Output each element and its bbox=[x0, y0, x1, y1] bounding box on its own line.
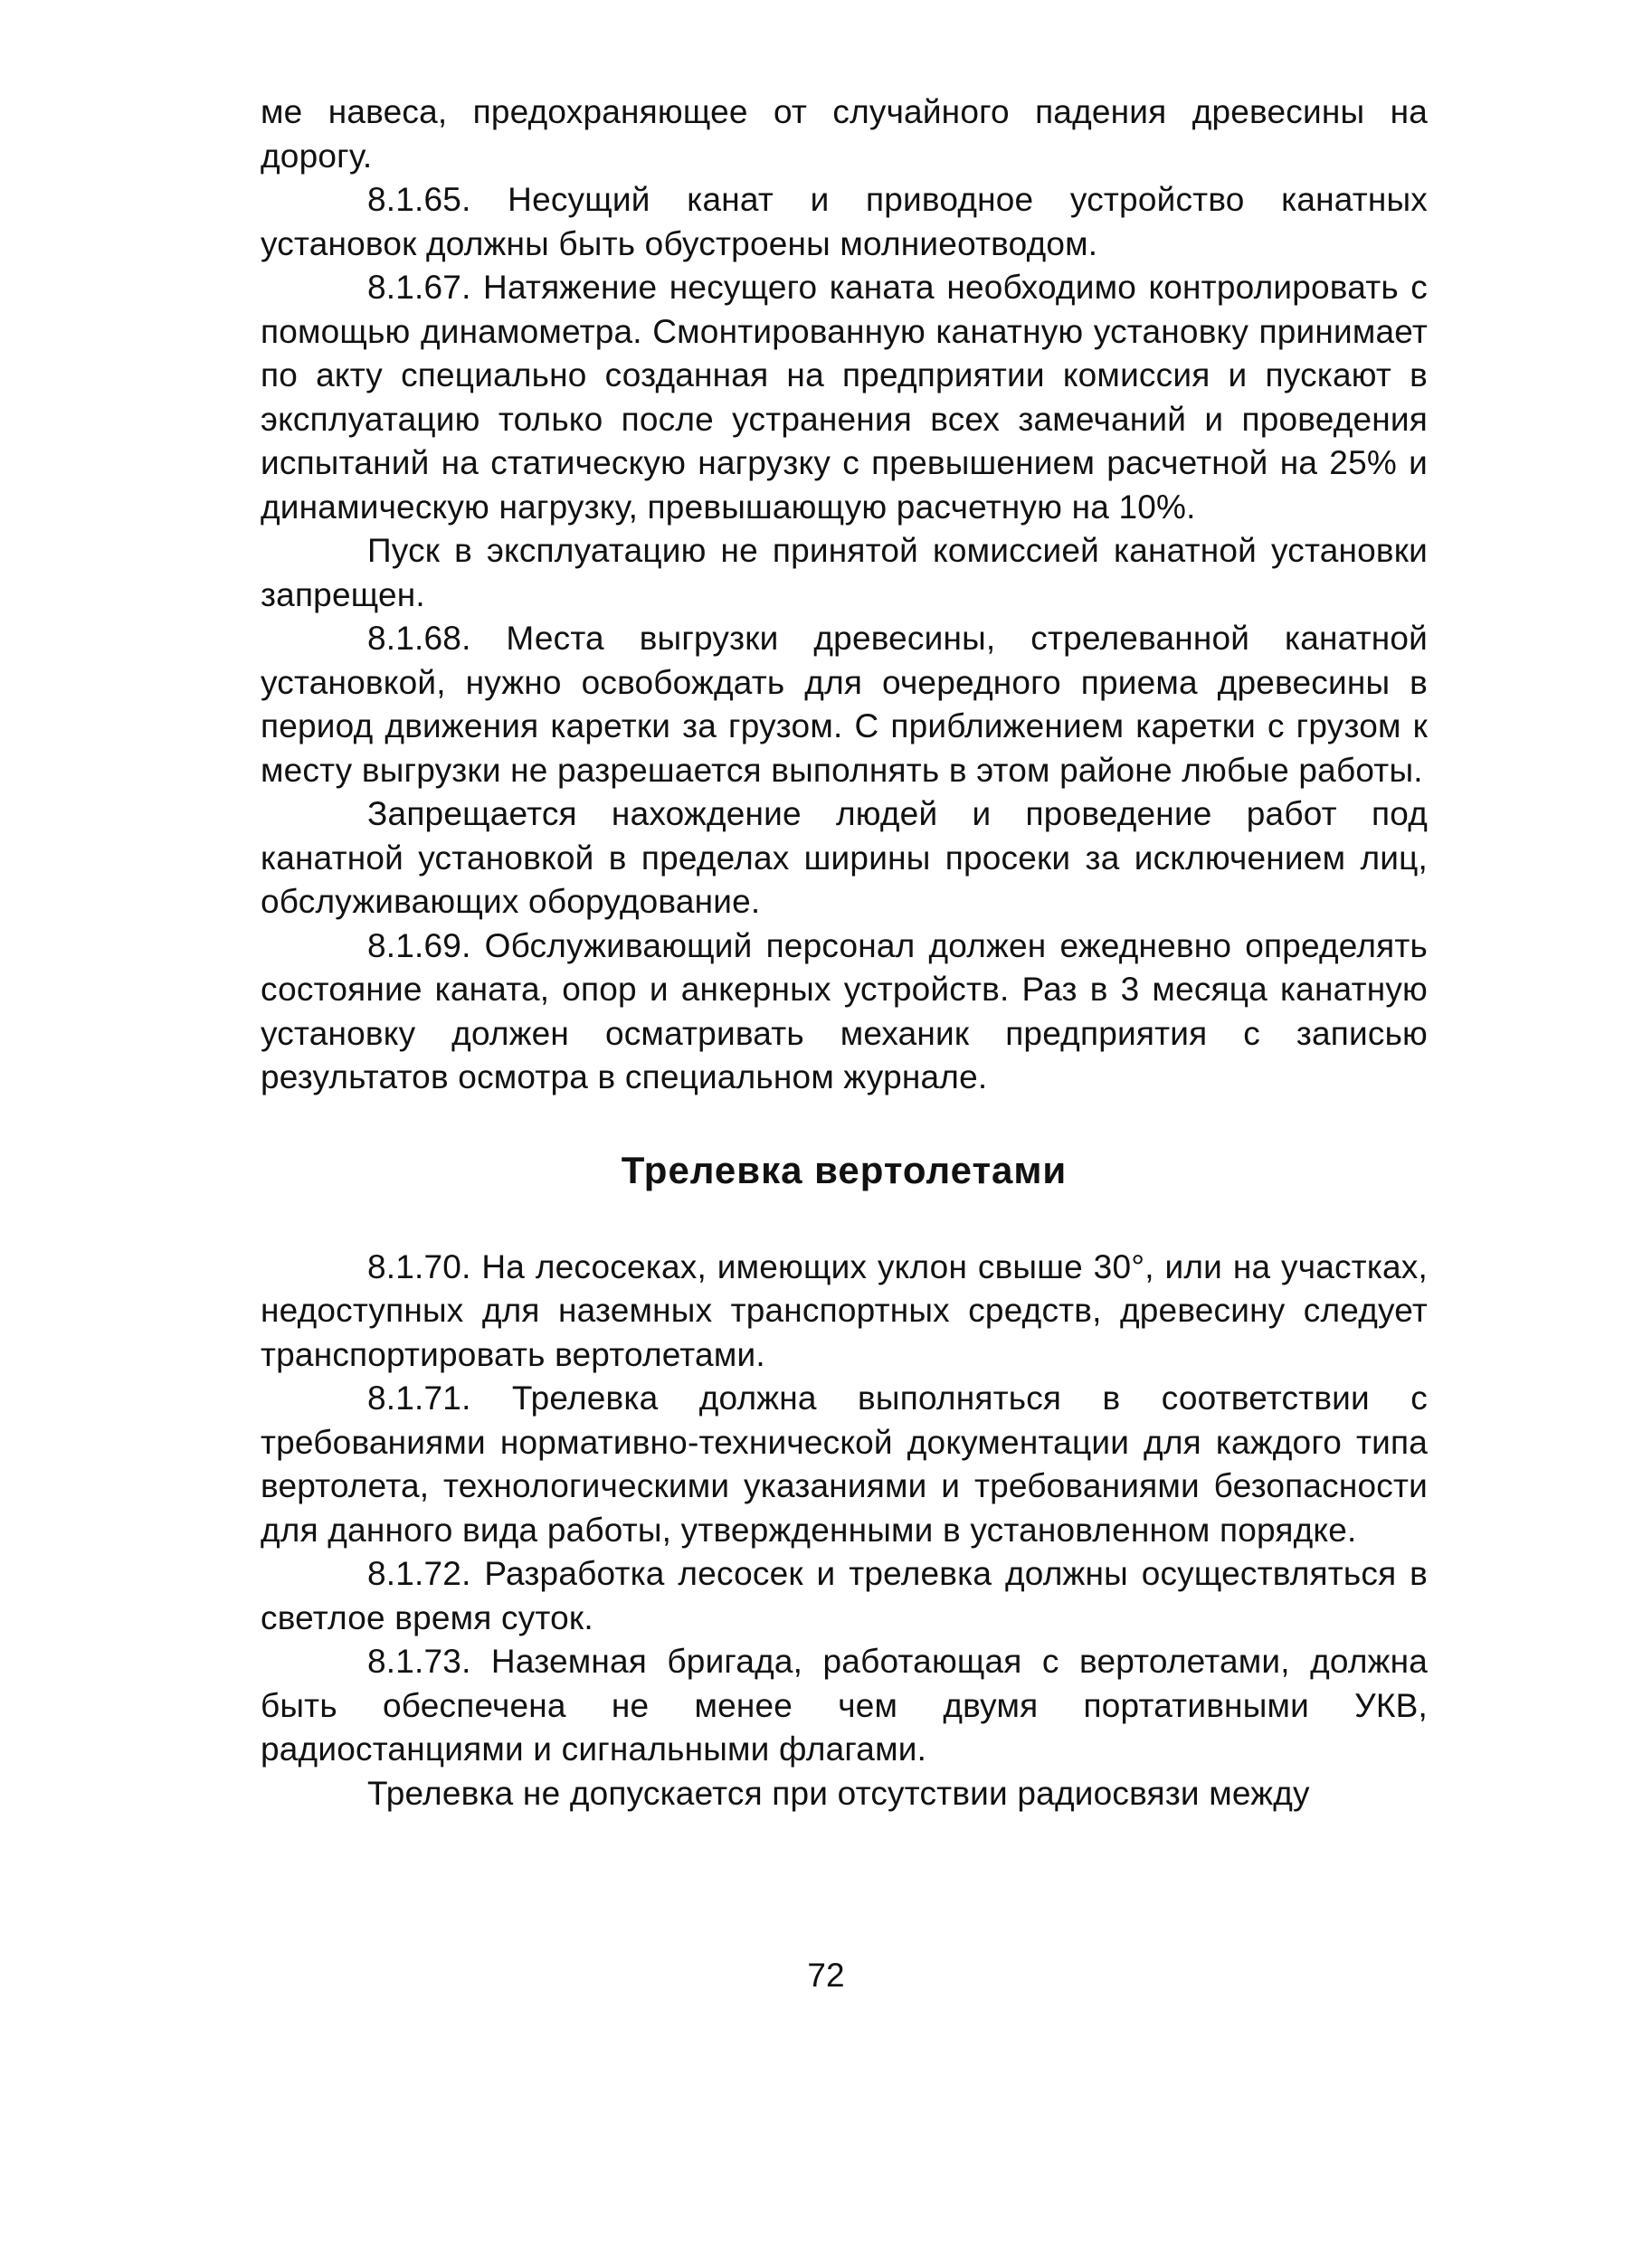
page-number: 72 bbox=[807, 1957, 845, 1994]
paragraph-continuation: ме навеса, предохраняющее от случайного падения древесины на дорогу. bbox=[261, 93, 1428, 175]
paragraph-8-1-73: 8.1.73. Наземная бригада, работающая с вертолетами, должна быть обеспечена не менее чем двумя портативными УКВ, радиостанциями и сигнальными флагами. bbox=[261, 1643, 1428, 1768]
paragraph-people-prohibition: Запрещается нахождение людей и проведение работ под канатной установкой в пределах ширины просеки за исключением лиц, обслуживающих оборудование. bbox=[261, 795, 1428, 920]
paragraph-8-1-65: 8.1.65. Несущий канат и приводное устройство канатных установок должны быть обустроены молниеотводом. bbox=[261, 181, 1428, 262]
paragraph-8-1-71: 8.1.71. Трелевка должна выполняться в соответствии с требованиями нормативно-технической документации для каждого типа вертолета, технологическими указаниями и требованиями безопасности для данного вида работы, утвержденными в установленном порядке. bbox=[261, 1379, 1428, 1549]
paragraph-8-1-67: 8.1.67. Натяжение несущего каната необходимо контролировать с помощью динамометра. Смонтированную канатную установку принимает по акту специально созданная на предприятии комиссия и пускают в эксплуатацию только после устранения всех замечаний и проведения испытаний на статическую нагрузку с превышением расчетной на 25% и динамическую нагрузку, превышающую расчетную на 10%. bbox=[261, 269, 1428, 526]
section-heading: Трелевка вертолетами bbox=[621, 1148, 1068, 1191]
paragraph-8-1-70: 8.1.70. На лесосеках, имеющих уклон свыше 30°, или на участках, недоступных для наземных транспортных средств, древесину следует транспортировать вертолетами. bbox=[261, 1247, 1428, 1373]
paragraph-8-1-69: 8.1.69. Обслуживающий персонал должен ежедневно определять состояние каната, опор и анкерных устройств. Раз в 3 месяца канатную установку должен осматривать механик предприятия с записью результатов осмотра в специальном журнале. bbox=[261, 926, 1428, 1095]
paragraph-radio-requirement: Трелевка не допускается при отсутствии радиосвязи между bbox=[367, 1774, 1310, 1812]
document-page bbox=[261, 90, 1428, 1816]
paragraph-launch-prohibition: Пуск в эксплуатацию не принятой комиссией канатной установки запрещен. bbox=[261, 532, 1428, 613]
paragraph-8-1-68: 8.1.68. Места выгрузки древесины, стрелеванной канатной установкой, нужно освобождать для очередного приема древесины в период движения каретки за грузом. С приближением каретки с грузом к месту выгрузки не разрешается выполнять в этом районе любые работы. bbox=[261, 620, 1428, 789]
paragraph-8-1-72: 8.1.72. Разработка лесосек и трелевка должны осуществляться в светлое время суток. bbox=[261, 1555, 1428, 1636]
